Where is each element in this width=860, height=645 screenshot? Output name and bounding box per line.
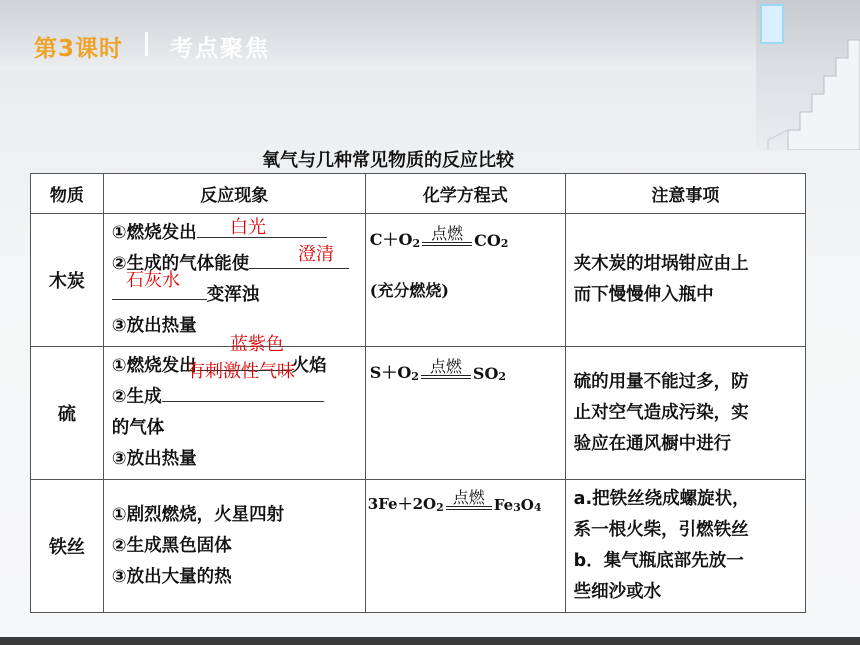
substance-name: 硫 (31, 347, 104, 480)
substance-name: 铁丝 (31, 480, 104, 613)
header-equation: 化学方程式 (365, 174, 565, 214)
table-row (31, 480, 806, 613)
phenomenon-text: ③放出大量的热 (111, 566, 232, 587)
header-substance: 物质 (31, 174, 104, 214)
header-notes: 注意事项 (565, 174, 805, 214)
staircase-decoration-icon (738, 0, 860, 150)
substance-name: 木炭 (31, 214, 104, 347)
notes-cell (565, 480, 805, 613)
table-row (31, 347, 806, 480)
table-title: 氧气与几种常见物质的反应比较 (262, 150, 514, 171)
note-line: a.把铁丝绕成螺旋状， (573, 489, 750, 509)
answer-clear: 澄清 (298, 244, 334, 265)
note-line: 夹木炭的坩埚钳应由上 (573, 254, 749, 274)
equation-cell (365, 480, 565, 613)
phenomenon-cell (103, 480, 365, 613)
phenomenon-text: ①剧烈燃烧，火星四射 (111, 504, 285, 525)
header-band (0, 0, 860, 70)
phenomenon-text: 火焰 (291, 356, 327, 376)
phenomenon-text: ③放出热量 (111, 449, 197, 469)
note-line: 而下慢慢伸入瓶中 (573, 285, 714, 305)
phenomenon-text: ②生成的气体能使 (111, 254, 250, 274)
phenomenon-text: ①燃烧发出 (111, 223, 197, 243)
chemical-equation: 3Fe＋2O $_2$ 点燃 Fe 3 O 4 (367, 488, 542, 514)
phenomenon-text: ③放出热量 (111, 316, 197, 336)
table-header-row (31, 174, 806, 214)
bottom-bar (0, 637, 860, 645)
chemical-equation: S＋O $_2$ 点燃 SO 2 (369, 357, 507, 383)
reaction-condition: 点燃 (422, 226, 472, 250)
header-phenomenon: 反应现象 (103, 174, 365, 214)
comparison-table (30, 173, 806, 613)
note-line: 些细沙或水 (573, 582, 662, 602)
note-line: 验应在通风橱中进行 (573, 433, 732, 454)
header-title: 考点聚焦 (170, 36, 270, 62)
note-line: 硫的用量不能过多，防 (573, 371, 749, 392)
answer-white-light: 白光 (230, 217, 266, 238)
note-line: 系一根火柴，引燃铁丝 (573, 520, 749, 540)
phenomenon-text: 的气体 (111, 418, 165, 438)
chemical-equation: C＋O $_2$ 点燃 CO 2 (369, 224, 509, 250)
notes-cell (565, 347, 805, 480)
equation-cell (365, 347, 565, 480)
lesson-label: 第3课时 (34, 36, 124, 62)
phenomenon-text: ①燃烧发出 (111, 356, 197, 376)
equation-cell (365, 214, 565, 347)
phenomenon-text: ②生成黑色固体 (111, 535, 232, 556)
reaction-condition: 点燃 (421, 359, 471, 383)
answer-limewater: 石灰水 (126, 270, 180, 291)
answer-blue-violet: 蓝紫色 (230, 334, 284, 355)
answer-pungent-odor: 有刺激性气味 (187, 361, 295, 382)
phenomenon-text: ②生成 (111, 387, 162, 407)
answer-blank (162, 382, 324, 402)
reaction-condition: 点燃 (446, 490, 492, 514)
header-separator (145, 32, 148, 56)
phenomenon-text: 变浑浊 (206, 285, 260, 305)
note-line: 止对空气造成污染，实 (573, 402, 749, 423)
notes-cell (565, 214, 805, 347)
note-line: b．集气瓶底部先放一 (573, 551, 744, 571)
equation-note: (充分燃烧) (369, 281, 449, 300)
